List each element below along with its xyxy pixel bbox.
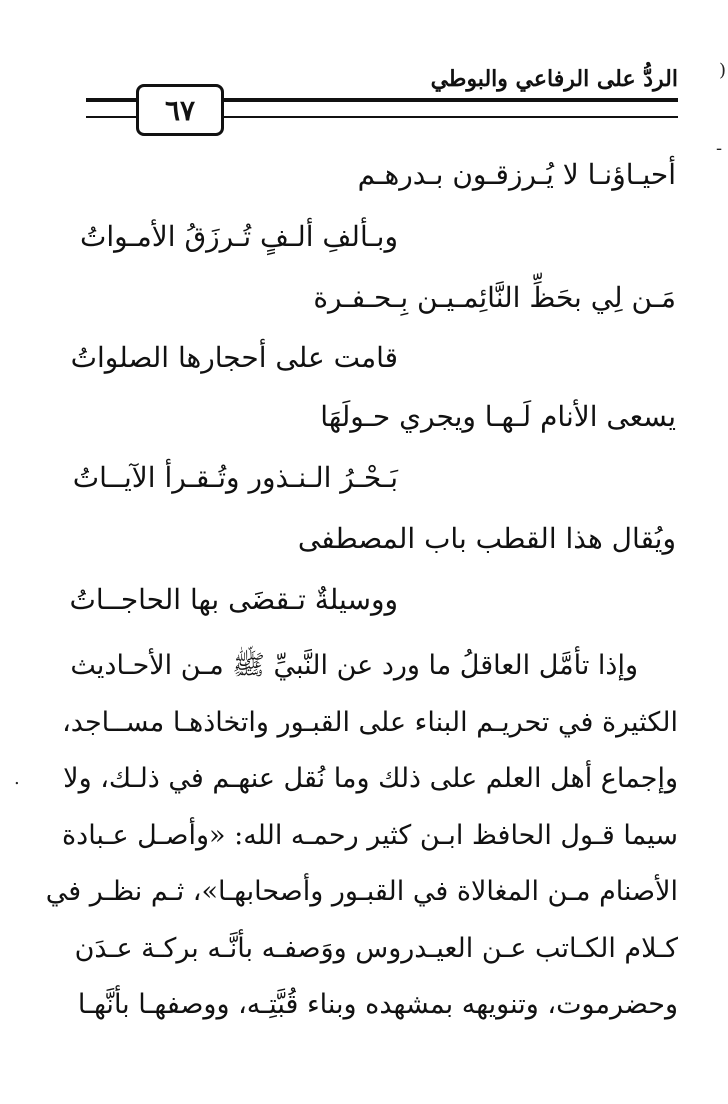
poem-verse-3-second: بَـحْـرُ الـنـذور وتُـقـرأ الآيــاتُ — [72, 461, 398, 494]
margin-mark: - — [716, 138, 723, 159]
margin-mark: . — [14, 768, 20, 789]
poem-verse-1-first: أحيـاؤنـا لا يُـرزقـون بـدرهـم — [357, 158, 676, 191]
poem-verse-3-first: يسعى الأنام لَـهـا ويجري حـولَهَا — [320, 400, 676, 433]
prose-line: الأصنام مـن المغالاة في القبـور وأصحابهـا»، ثـم نظـر في — [45, 876, 678, 907]
running-title: الردُّ على الرفاعي والبوطي — [430, 66, 678, 92]
poem-verse-1-second: وبـألفِ ألـفٍ تُـرزَقُ الأمـواتُ — [79, 220, 398, 253]
prose-line: وإذا تأمَّل العاقلُ ما ورد عن النَّبيِّ ﷺ مـن الأحـاديث — [70, 650, 638, 681]
prose-paragraph — [45, 638, 678, 1034]
poem-verse-2-first: مَـن لِي بحَظِّ النَّائِمـيـن بِـحـفـرة — [313, 281, 676, 314]
poem-verse-2-second: قامت على أحجارها الصلواتُ — [70, 341, 398, 374]
prose-line: سيما قـول الحافظ ابـن كثير رحمـه الله: «وأصـل عـبادة — [62, 819, 678, 851]
poem-verse-4-first: ويُقال هذا القطب باب المصطفى — [297, 522, 676, 555]
prose-line: الكثيرة في تحريـم البناء على القبـور واتخاذهـا مســاجد، — [62, 706, 678, 738]
page-number: ٦٧ — [136, 84, 224, 136]
prose-line: وإجماع أهل العلم على ذلك وما نُقل عنهـم في ذلـك، ولا — [63, 763, 678, 794]
margin-mark: ) — [719, 60, 727, 81]
prose-line: وحضرموت، وتنويهه بمشهده وبناء قُبَّتِـه، ووصفهـا بأنَّهـا — [77, 989, 678, 1020]
prose-line: كـلام الكـاتب عـن العيـدروس ووَصفـه بأنَّـه بركـة عـدَن — [74, 932, 678, 964]
poem-verse-4-second: ووسيلةٌ تـقضَى بها الحاجــاتُ — [69, 583, 398, 616]
